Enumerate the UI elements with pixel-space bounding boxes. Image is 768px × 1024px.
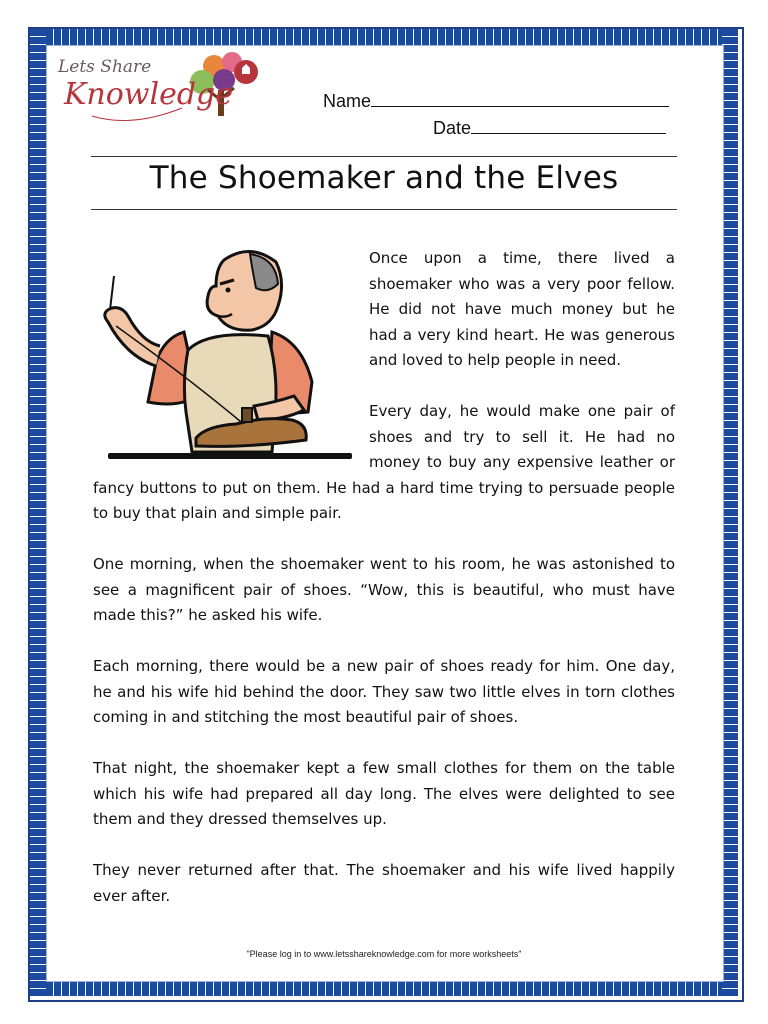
title-rule-top [91, 156, 677, 157]
logo-text-line2: Knowledge [64, 77, 233, 112]
story-paragraph: Once upon a time, there lived a shoemaker who was a very poor fellow. He did not have much money but he had a very kind heart. He was generous and loved to help people in need. [369, 249, 675, 369]
date-label: Date [433, 118, 472, 138]
story-paragraph: One morning, when the shoemaker went to his room, he was astonished to see a magnificent pair of shoes. “Wow, this is beautiful, who must have made this?” he asked his wife. [93, 555, 675, 624]
name-field[interactable] [323, 90, 669, 112]
date-field[interactable] [433, 117, 666, 139]
name-blank-line[interactable] [371, 90, 669, 107]
story-paragraph: They never returned after that. The shoemaker and his wife lived happily ever after. [93, 861, 675, 905]
illustration-spacer [93, 246, 369, 474]
worksheet-title: The Shoemaker and the Elves [149, 160, 619, 196]
title-rule-bottom [91, 209, 677, 210]
story-paragraph: Every day, he would make one pair of shoes and try to sell it. He had no money to buy any expensive leather or fancy buttons to put on them. He had a hard time trying to persuade people to buy that plain and simple pair. [93, 402, 675, 522]
logo-text-line1: Lets Share [58, 57, 152, 77]
name-label: Name [323, 91, 372, 111]
decorative-border-right [722, 29, 738, 996]
story-paragraph: Each morning, there would be a new pair of shoes ready for him. One day, he and his wife hid behind the door. They saw two little elves in torn clothes coming in and stitching the most beautiful pair of shoes. [93, 657, 675, 726]
story-paragraph: That night, the shoemaker kept a few small clothes for them on the table which his wife had prepared all day long. The elves were delighted to see them and they dressed themselves up. [93, 759, 675, 828]
story-text [93, 246, 675, 935]
footer-note: "Please log in to www.letsshareknowledge.com for more worksheets" [246, 949, 522, 959]
decorative-border-bottom [30, 980, 738, 996]
decorative-border-top [30, 29, 738, 45]
decorative-border-left [30, 29, 46, 996]
date-blank-line[interactable] [471, 117, 666, 134]
lets-share-knowledge-logo [52, 46, 262, 130]
